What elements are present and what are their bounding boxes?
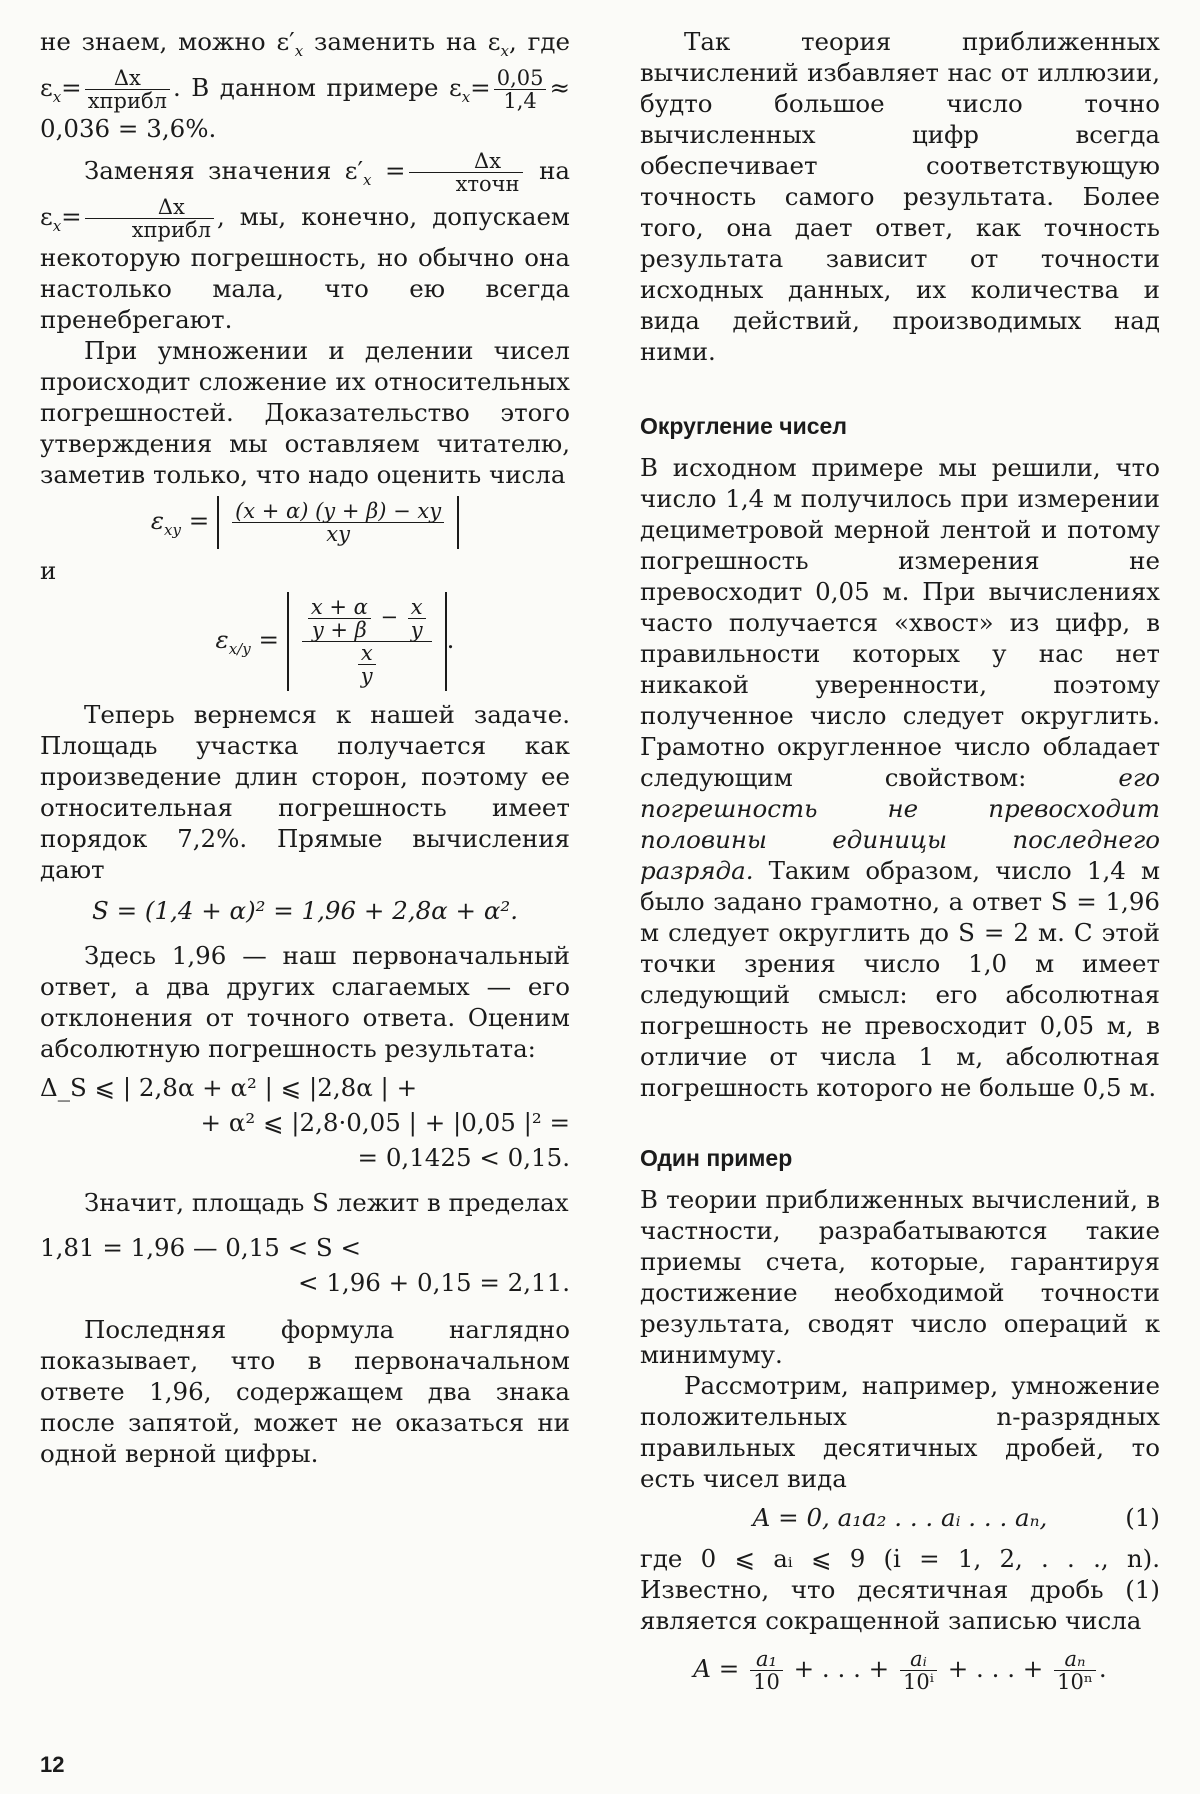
fraction [408, 596, 426, 641]
left-paragraph-7: Последняя формула наглядно показывает, что в первоначальном ответе 1,96, содержащем два знака после запятой, может не оказаться ни одной верной цифры. [40, 1314, 570, 1468]
text: . [1098, 1654, 1107, 1684]
numerator: x + α [308, 596, 371, 619]
denominator: y + β [311, 617, 367, 642]
text: = [385, 155, 406, 185]
outer-numerator [302, 596, 432, 642]
text: . В данном примере ε [172, 72, 462, 102]
absolute-value [217, 496, 459, 549]
equation-1 [640, 1502, 1160, 1533]
equation-S: S = (1,4 + α)² = 1,96 + 2,8α + α². [92, 895, 518, 925]
equation-exy: $\varepsilon_{xy}$ = $\frac{(x + \alpha) (y + \beta) - xy}{xy}$ [40, 496, 570, 549]
equation-line: Δ_S ⩽ | 2,8α + α² | ⩽ |2,8α | + [40, 1072, 418, 1102]
and-word: и [40, 555, 57, 585]
heading-example: Один пример [640, 1145, 793, 1171]
denominator: 10ⁱ [902, 1670, 934, 1695]
numerator: Δx [85, 196, 214, 219]
text: = [470, 72, 491, 102]
fraction [358, 642, 376, 687]
right-paragraph-5: где 0 ⩽ aᵢ ⩽ 9 (i = 1, 2, . . ., n). Известно, что десятичная дробь (1) является сокращенной записью числа [640, 1544, 1160, 1635]
text: = [61, 201, 82, 231]
text: , мы, конечно, допускаем некоторую погрешность, но обычно она настолько мала, что ею всегда пренебрегают. [40, 201, 570, 334]
fraction [750, 1648, 783, 1693]
numerator: x [358, 642, 376, 665]
denominator: xy [326, 521, 350, 546]
text: на ε [40, 155, 570, 231]
outer-denominator [302, 642, 432, 687]
left-column [40, 26, 570, 1469]
fraction [900, 1648, 937, 1693]
text: ε [150, 505, 165, 535]
left-paragraph-2 [40, 150, 570, 335]
equation-ex-y: $\varepsilon_{x/y}$ = $\frac{x + \alpha}{y + \beta}$ − $\frac{x}{y}$ $\frac{x}{y}$ . [100, 592, 570, 691]
denominator: xточн [455, 171, 520, 196]
text: + . . . + [947, 1654, 1044, 1684]
sub-x: x [52, 87, 62, 106]
equation-2 [640, 1648, 1160, 1693]
denominator: y [360, 663, 373, 688]
equation-number: (1) [1125, 1503, 1160, 1532]
equation-line: < 1,96 + 0,15 = 2,11. [298, 1267, 570, 1297]
absolute-value [287, 592, 447, 691]
fraction [1054, 1648, 1096, 1693]
numerator: 0,05 [494, 67, 547, 90]
equation-text: A = 0, a₁a₂ . . . aᵢ . . . aₙ, [752, 1503, 1048, 1532]
right-paragraph-1: Так теория приближенных вычислений избавляет нас от иллюзии, будто большое число точно вычисленных цифр всегда обеспечивает соответствующую точность самого результата. Более того, она дает ответ, как точность результата зависит от точности исходных данных, их количества и вида действий, производимых над ними. [640, 27, 1160, 366]
text: , где ε [40, 27, 571, 102]
numerator: aᵢ [900, 1648, 937, 1671]
numerator: (x + α) (y + β) − xy [232, 500, 444, 523]
page-number: 12 [40, 1752, 65, 1777]
denominator: xприбл [87, 88, 167, 113]
numerator: Δx [409, 150, 523, 173]
subscript: x/y [228, 639, 251, 658]
fraction [494, 67, 547, 112]
denominator: xприбл [131, 217, 211, 242]
text: заменить на ε [303, 27, 501, 56]
equation-line: = 0,1425 < 0,15. [357, 1142, 570, 1172]
right-paragraph-3: В теории приближенных вычислений, в частности, разрабатываются такие приемы счета, которые, гарантируя достижение необходимой точности результата, сводят число операций к минимуму. [640, 1185, 1160, 1369]
text: Заменяя значения ε′ [84, 155, 364, 185]
text: − [380, 604, 399, 629]
right-column [640, 26, 1160, 1699]
subscript: xy [164, 520, 181, 539]
equation-line: 1,81 = 1,96 — 0,15 < S < [40, 1232, 362, 1262]
text: . [446, 624, 455, 654]
sub-x: x [500, 41, 509, 60]
fraction [232, 500, 444, 545]
numerator: a₁ [750, 1648, 783, 1671]
text: A = [693, 1654, 740, 1684]
text: + . . . + [793, 1654, 890, 1684]
fraction [308, 596, 371, 641]
right-paragraph-4: Рассмотрим, например, умножение положительных n-разрядных правильных десятичных дробей, то есть чисел вида [640, 1371, 1160, 1493]
numerator: aₙ [1054, 1648, 1096, 1671]
left-paragraph-1 [40, 26, 570, 144]
text: ε [215, 624, 229, 654]
equation-range [40, 1232, 570, 1298]
sub-x: x [294, 41, 304, 60]
left-paragraph-3: При умножении и делении чисел происходит сложение их относительных погрешностей. Доказательство этого утверждения мы оставляем читателю, заметив только, что надо оценить числа [40, 335, 570, 489]
fraction [409, 150, 523, 195]
denominator: 10ⁿ [1057, 1670, 1093, 1695]
numerator: x [408, 596, 426, 619]
text: ≈ 0,036 = 3,6%. [40, 72, 570, 143]
sub-x: x [52, 216, 62, 235]
right-paragraph-2 [640, 452, 1160, 1103]
text: Таким образом, число 1,4 м было задано грамотно, а ответ S = 1,96 м следует округлить до S = 2 м. С этой точки зрения число 1,0 м имеет следующий смысл: его абсолютная погрешность не превосходит 0,05 м, в отличие от числа 1 м, абсолютная погрешность которого не больше 0,5 м. [640, 856, 1160, 1102]
text: = [61, 72, 82, 102]
numerator: Δx [85, 67, 170, 90]
italic-text: его погрешность не превосходит половины единицы последнего разряда. [640, 763, 1160, 885]
sub-x: x [461, 87, 471, 106]
left-paragraph-5: Здесь 1,96 — наш первоначальный ответ, а два других слагаемых — его отклонения от точного ответа. Оценим абсолютную погрешность результата: [40, 940, 570, 1063]
sub-x: x [363, 170, 372, 189]
left-paragraph-6: Значит, площадь S лежит в пределах [84, 1187, 569, 1217]
fraction [85, 196, 214, 241]
text: не знаем, можно ε′ [40, 27, 295, 56]
denominator: y [410, 617, 423, 642]
fraction [85, 67, 170, 112]
text: В исходном примере мы решили, что число 1,4 м получилось при измерении дециметровой мерной лентой и потому погрешность измерения не превосходит 0,05 м. При вычислениях часто получается «хвост» из цифр, в правильности которых у нас нет никакой уверенности, поэтому полученное число следует округлить. Грамотно округленное число обладает следующим свойством: [640, 453, 1160, 792]
equation-delta-S [40, 1072, 570, 1173]
denominator: 10 [753, 1670, 780, 1695]
outer-fraction [302, 596, 432, 687]
denominator: 1,4 [503, 88, 537, 113]
equation-line: + α² ⩽ |2,8·0,05 | + |0,05 |² = [200, 1107, 570, 1137]
left-paragraph-4: Теперь вернемся к нашей задаче. Площадь участка получается как произведение длин сторон, поэтому ее относительная погрешность имеет порядок 7,2%. Прямые вычисления дают [40, 699, 570, 884]
heading-rounding: Округление чисел [640, 413, 847, 439]
